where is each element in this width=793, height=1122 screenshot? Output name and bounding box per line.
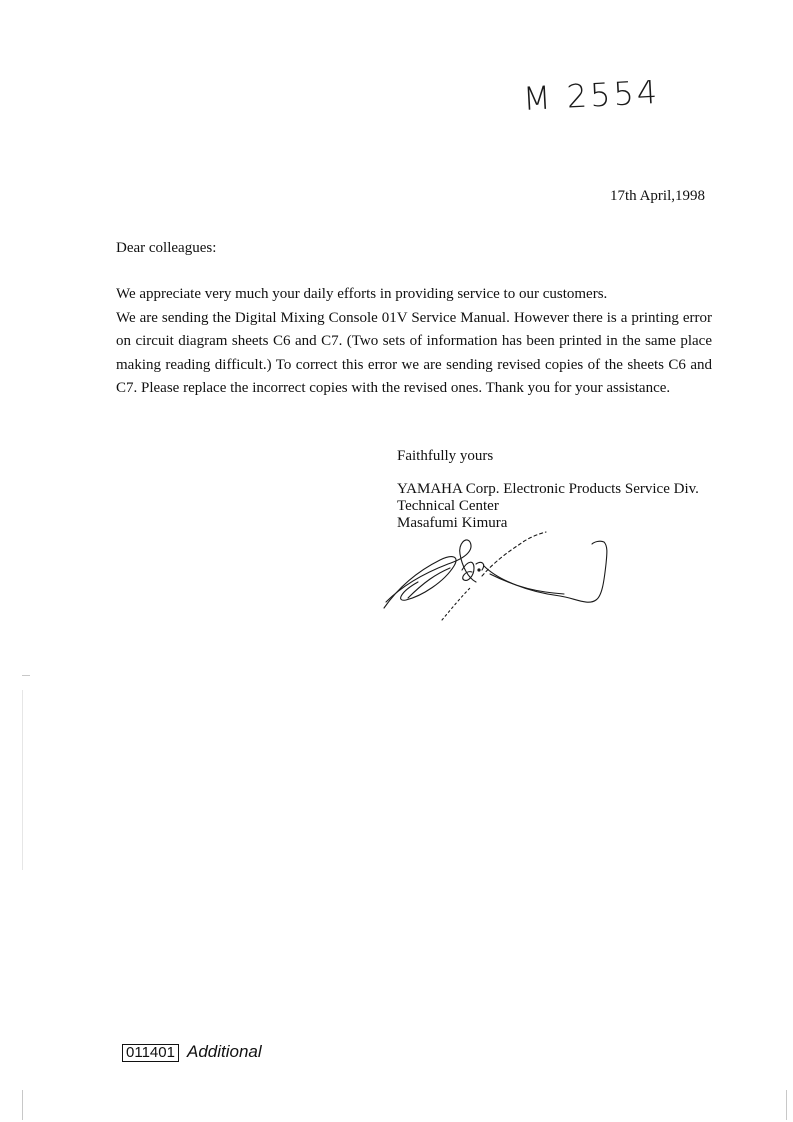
left-edge-line: [22, 690, 23, 870]
footer-additional-label: Additional: [187, 1042, 262, 1061]
signer-block: [397, 481, 699, 532]
letter-body: [116, 283, 712, 401]
right-edge-line: [786, 1090, 787, 1120]
closing-phrase: Faithfully yours: [397, 448, 494, 464]
signer-name: Masafumi Kimura: [397, 515, 508, 531]
footer-code-box: 011401: [122, 1044, 179, 1062]
signer-department: Technical Center: [397, 498, 499, 514]
handwritten-reference-number: M 2554: [522, 72, 662, 118]
body-paragraph-2: We are sending the Digital Mixing Console 01V Service Manual. However there is a printing error on circuit diagram sheets C6 and C7. (Two sets of information has been printed in the same place making reading difficult.) To correct this error we are sending revised copies of the sheets C6 and C7. Please replace the incorrect copies with the revised ones. Thank you for your assistance.: [116, 309, 712, 396]
signer-organization: YAMAHA Corp. Electronic Products Service Div.: [397, 481, 699, 497]
handwritten-signature: [378, 530, 628, 625]
letter-date: 17th April,1998: [609, 188, 705, 204]
left-edge-mark: [22, 675, 30, 676]
left-edge-line-bottom: [22, 1090, 23, 1120]
salutation: Dear colleagues:: [116, 240, 217, 256]
body-paragraph-1: We appreciate very much your daily efforts in providing service to our customers.: [116, 286, 608, 302]
